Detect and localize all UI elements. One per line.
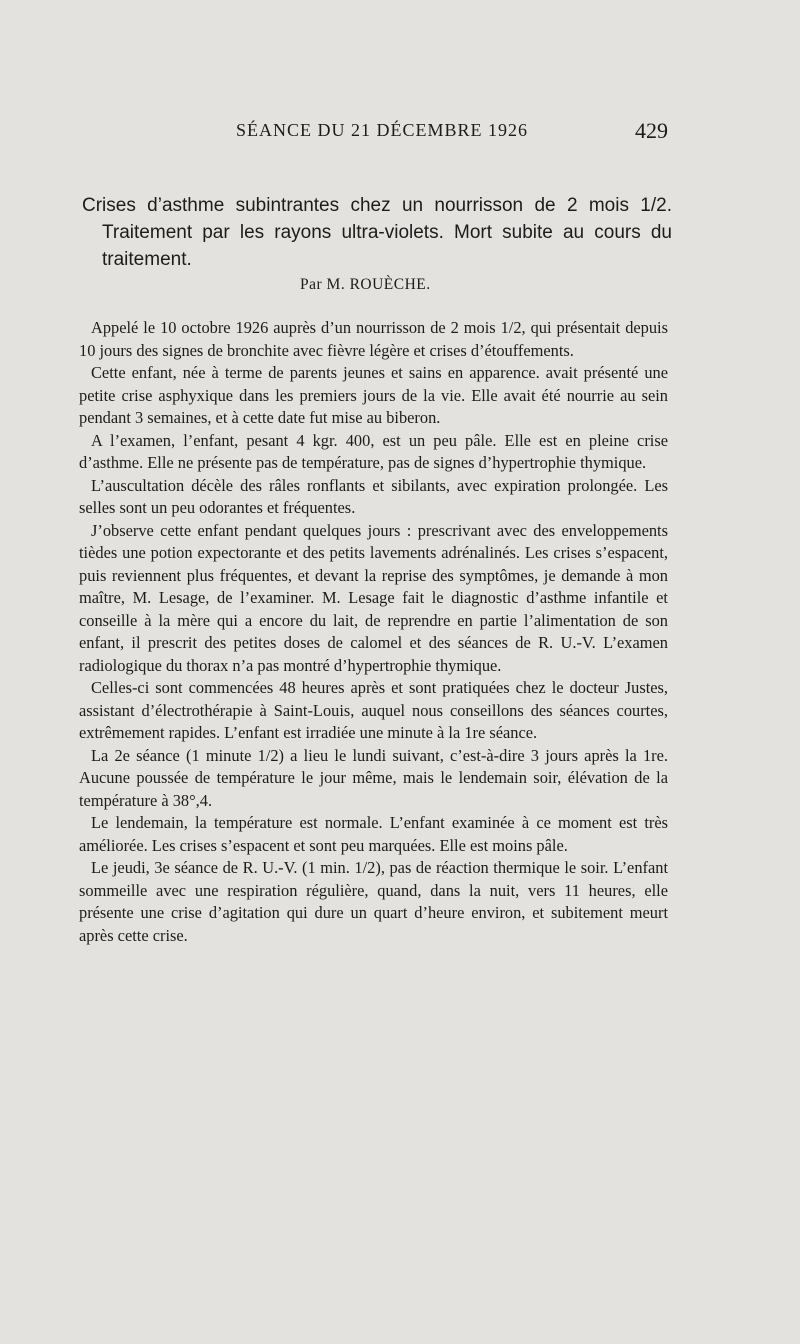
page-number: 429: [635, 118, 668, 143]
article-byline: Par M. ROUÈCHE.: [300, 276, 431, 293]
paragraph: J’observe cette enfant pendant quelques jours : prescrivant avec des enveloppements tièdes une potion expectorante et des petits lavements adrénalinés. Les crises s’espacent, puis reviennent plus fréquentes, et devant la reprise des symptômes, je demande à mon maître, M. Lesage, de l’examiner. M. Lesage fait le diagnostic d’asthme infantile et conseille à la mère qui a encore du lait, de reprendre en partie l’alimentation de son enfant, il prescrit des petites doses de calomel et des séances de R. U.-V. L’examen radiologique du thorax n’a pas montré d’hypertrophie thymique.: [79, 520, 668, 675]
page-header: [78, 116, 668, 152]
paragraph: A l’examen, l’enfant, pesant 4 kgr. 400, est un peu pâle. Elle est en pleine crise d’asthme. Elle ne présente pas de température, pas de signes d’hypertrophie thymique.: [79, 430, 668, 472]
paragraph: L’auscultation décèle des râles ronflants et sibilants, avec expiration prolongée. Les selles sont un peu odorantes et fréquentes.: [79, 475, 668, 517]
running-title: SÉANCE DU 21 DÉCEMBRE 1926: [236, 120, 529, 140]
paragraph: Le jeudi, 3e séance de R. U.-V. (1 min. 1/2), pas de réaction thermique le soir. L’enfant sommeille avec une respiration régulière, quand, dans la nuit, vers 11 heures, elle présente une crise d’agitation qui dure un quart d’heure environ, et subitement meurt après cette crise.: [79, 858, 668, 945]
paragraph: La 2e séance (1 minute 1/2) a lieu le lundi suivant, c’est-à-dire 3 jours après la 1re. Aucune poussée de température le jour même, mais le lendemain soir, élévation de la température à 38°,4.: [79, 745, 668, 810]
paragraph: Appelé le 10 octobre 1926 auprès d’un nourrisson de 2 mois 1/2, qui présentait depuis 10 jours des signes de bronchite avec fièvre légère et crises d’étouffements.: [79, 318, 668, 360]
paragraph: Cette enfant, née à terme de parents jeunes et sains en apparence. avait présenté une petite crise asphyxique dans les premiers jours de la vie. Elle avait été nourrie au sein pendant 3 semaines, et à cette date fut mise au biberon.: [79, 363, 668, 427]
article-body: [79, 317, 668, 947]
article-title: Crises d’asthme subintrantes chez un nourrisson de 2 mois 1/2. Traitement par les rayons ultra-violets. Mort subite au cours du traitement.: [82, 195, 672, 270]
paragraph: Le lendemain, la température est normale. L’enfant examinée à ce moment est très améliorée. Les crises s’espacent et sont peu marquées. Elle est moins pâle.: [79, 813, 668, 855]
paragraph: Celles-ci sont commencées 48 heures après et sont pratiquées chez le docteur Justes, assistant d’électrothérapie à Saint-Louis, auquel nous conseillons des séances courtes, extrêmement rapides. L’enfant est irradiée une minute à la 1re séance.: [79, 678, 668, 742]
